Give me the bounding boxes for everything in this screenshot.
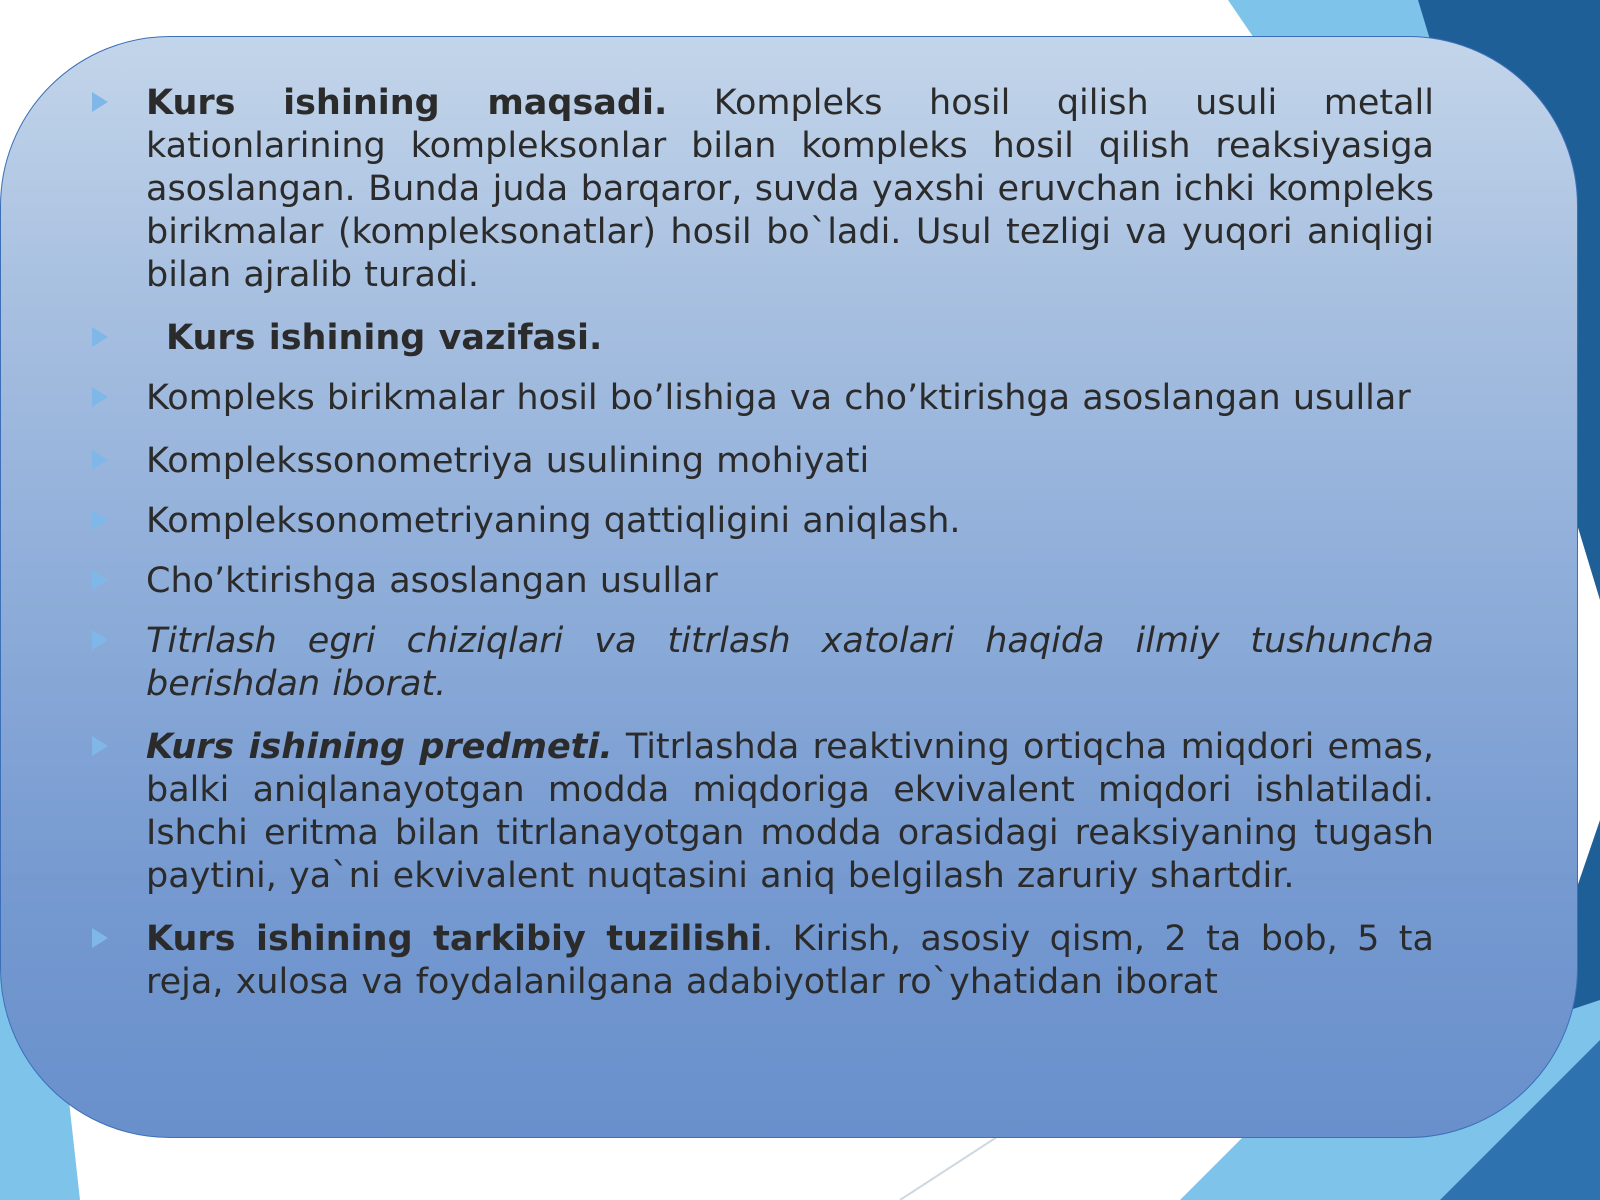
- task-1-text: Kompleks birikmalar hosil bo’lishiga va cho’ktirishga asoslangan usullar: [146, 378, 1411, 418]
- list-item-task-3: [86, 500, 1434, 543]
- bullet-list: [86, 82, 1434, 1024]
- list-item-subject: [86, 726, 1434, 898]
- bullet-arrow-icon: [92, 387, 108, 407]
- task-2-text: Komplekssonometriya usulining mohiyati: [146, 441, 870, 481]
- task-5-text: Titrlash egri chiziqlari va titrlash xatolari haqida ilmiy tushuncha berishdan iborat.: [146, 621, 1434, 704]
- bottom-thin-line: [900, 1135, 1000, 1200]
- task-heading: Kurs ishining vazifasi.: [166, 318, 603, 358]
- list-item-task-5: [86, 620, 1434, 706]
- subject-text: [146, 726, 1434, 898]
- bullet-arrow-icon: [92, 450, 108, 470]
- task-3-text: Kompleksonometriyaning qattiqligini aniqlash.: [146, 501, 961, 541]
- structure-text: [146, 918, 1434, 1004]
- list-item-task-4: [86, 560, 1434, 603]
- goal-text: [146, 82, 1434, 297]
- list-item-structure: [86, 918, 1434, 1004]
- bullet-arrow-icon: [92, 736, 108, 756]
- bullet-arrow-icon: [92, 327, 108, 347]
- list-item-task-1: [86, 377, 1434, 420]
- structure-heading: Kurs ishining tarkibiy tuzilishi: [146, 919, 763, 959]
- task-4-text: Cho’ktirishga asoslangan usullar: [146, 561, 718, 601]
- bullet-arrow-icon: [92, 92, 108, 112]
- subject-heading: Kurs ishining predmeti.: [146, 727, 613, 767]
- task-text: [146, 317, 1434, 360]
- list-item-task-heading: [86, 317, 1434, 360]
- bullet-arrow-icon: [92, 570, 108, 590]
- list-item-task-2: [86, 440, 1434, 483]
- bullet-arrow-icon: [92, 630, 108, 650]
- bullet-arrow-icon: [92, 928, 108, 948]
- goal-heading: Kurs ishining maqsadi.: [146, 83, 668, 123]
- bullet-arrow-icon: [92, 510, 108, 530]
- goal-body: Kompleks hosil qilish usuli metall kationlarining kompleksonlar bilan kompleks hosil qilish reaksiyasiga asoslangan. Bunda juda barqaror, suvda yaxshi eruvchan ichki kompleks birikmalar (kompleksonatlar) hosil bo`ladi. Usul tezligi va yuqori aniqligi bilan ajralib turadi.: [146, 83, 1434, 295]
- structure-body: . Kirish, asosiy qism, 2 ta bob, 5 ta reja, xulosa va foydalanilgana adabiyotlar ro`yhatidan iborat: [146, 919, 1434, 1002]
- subject-body: Titrlashda reaktivning ortiqcha miqdori emas, balki aniqlanayotgan modda miqdoriga ekvivalent miqdori ishlatiladi. Ishchi eritma bilan titrlanayotgan modda orasidagi reaksiyaning tugash paytini, ya`ni ekvivalent nuqtasini aniq belgilash zaruriy shartdir.: [146, 727, 1434, 896]
- list-item-goal: [86, 82, 1434, 297]
